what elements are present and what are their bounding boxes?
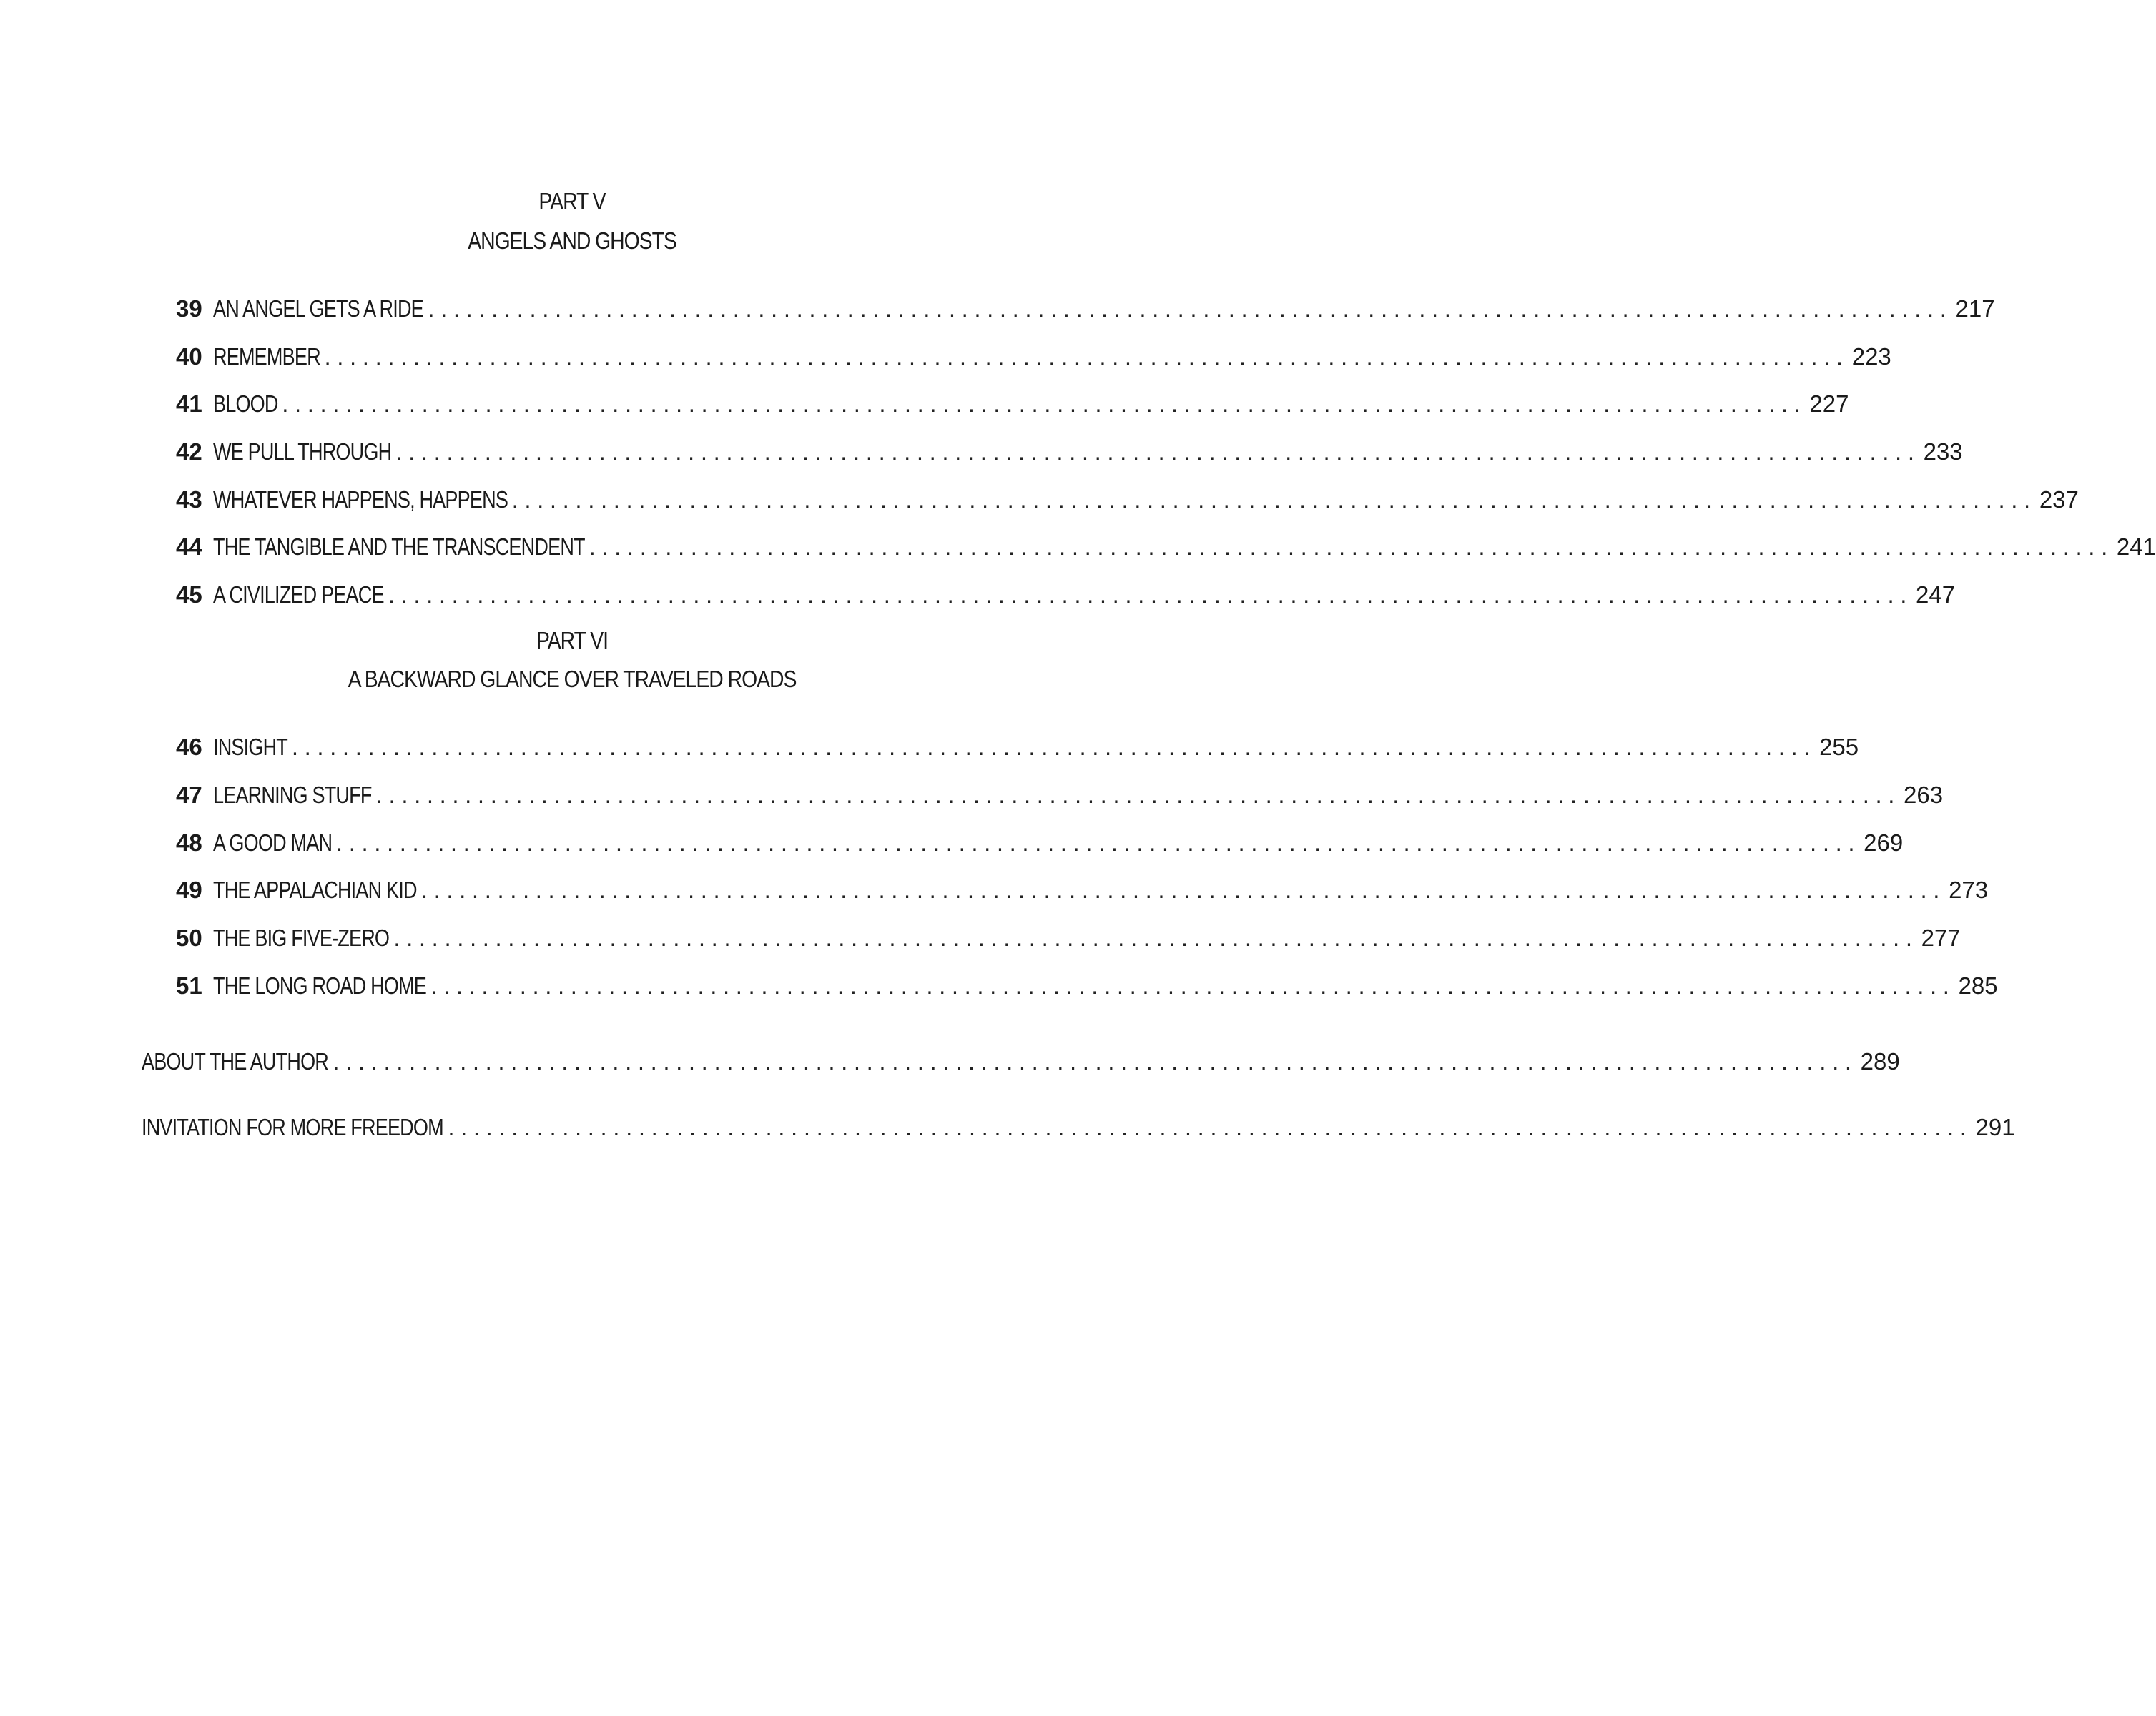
page-number: 241 xyxy=(2116,533,2156,560)
chapter-title: REMEMBER xyxy=(213,343,320,370)
toc-entry[interactable] xyxy=(176,730,1859,761)
chapter-title: THE APPALACHIAN KID xyxy=(213,877,417,903)
chapter-number: 43 xyxy=(176,486,202,513)
chapter-number: 44 xyxy=(176,533,202,560)
toc-entry[interactable] xyxy=(176,340,1891,371)
chapter-number: 50 xyxy=(176,924,202,951)
back-matter-title: ABOUT THE AUTHOR xyxy=(142,1048,329,1075)
dot-leader: ........................................................................................................................ xyxy=(291,734,1817,760)
toc-entry[interactable] xyxy=(176,530,2156,561)
part-label: PART VI xyxy=(536,627,609,654)
chapter-number: 42 xyxy=(176,438,202,465)
chapter-number: 49 xyxy=(176,877,202,903)
page-number: 247 xyxy=(1916,581,1956,608)
dot-leader: ........................................................................................................................ xyxy=(388,581,1914,608)
dot-leader: ........................................................................................................................ xyxy=(428,295,1953,322)
part-title: A BACKWARD GLANCE OVER TRAVELED ROADS xyxy=(348,666,797,692)
dot-leader: ........................................................................................................................ xyxy=(375,781,1901,808)
chapter-title: LEARNING STUFF xyxy=(213,781,372,808)
chapter-number: 48 xyxy=(176,829,202,856)
dot-leader: ........................................................................................................................ xyxy=(333,1048,1858,1075)
page-number: 237 xyxy=(2039,486,2079,513)
chapter-number: 39 xyxy=(176,295,202,322)
toc-entry[interactable] xyxy=(176,435,1963,466)
chapter-number: 46 xyxy=(176,734,202,760)
dot-leader: ........................................................................................................................ xyxy=(420,877,1946,903)
toc-entry-back-matter[interactable] xyxy=(142,1110,2015,1142)
page-number: 285 xyxy=(1958,972,1998,999)
toc-entry[interactable] xyxy=(176,921,1961,952)
toc-entry[interactable] xyxy=(176,292,1995,323)
chapter-title: INSIGHT xyxy=(213,734,288,760)
page-number: 227 xyxy=(1809,390,1849,417)
part-label: PART V xyxy=(538,188,606,214)
page-number: 291 xyxy=(1975,1114,2015,1140)
page-number: 217 xyxy=(1955,295,1995,322)
chapter-title: THE LONG ROAD HOME xyxy=(213,972,426,999)
dot-leader: ........................................................................................................................ xyxy=(589,533,2114,560)
toc-entry[interactable] xyxy=(176,578,1956,609)
back-matter-title: INVITATION FOR MORE FREEDOM xyxy=(142,1114,443,1140)
page-number: 277 xyxy=(1921,924,1961,951)
chapter-number: 41 xyxy=(176,390,202,417)
dot-leader: ........................................................................................................................ xyxy=(430,972,1956,999)
chapter-title: WHATEVER HAPPENS, HAPPENS xyxy=(213,486,508,513)
dot-leader: ........................................................................................................................ xyxy=(448,1114,1973,1140)
page-number: 289 xyxy=(1860,1048,1900,1075)
page-number: 269 xyxy=(1864,829,1904,856)
page-number: 263 xyxy=(1904,781,1944,808)
toc-entry[interactable] xyxy=(176,387,1849,418)
toc-entry-back-matter[interactable] xyxy=(142,1045,1900,1076)
toc-entry[interactable] xyxy=(176,778,1944,809)
chapter-number: 51 xyxy=(176,972,202,999)
chapter-title: THE TANGIBLE AND THE TRANSCENDENT xyxy=(213,533,585,560)
toc-entry[interactable] xyxy=(176,969,1998,1000)
page-number: 233 xyxy=(1923,438,1963,465)
dot-leader: ........................................................................................................................ xyxy=(511,486,2037,513)
chapter-title: WE PULL THROUGH xyxy=(213,438,392,465)
dot-leader: ........................................................................................................................ xyxy=(393,924,1919,951)
toc-entry[interactable] xyxy=(176,873,1989,904)
dot-leader: ........................................................................................................................ xyxy=(282,390,1807,417)
chapter-title: THE BIG FIVE-ZERO xyxy=(213,924,390,951)
chapter-title: BLOOD xyxy=(213,390,278,417)
chapter-title: A GOOD MAN xyxy=(213,829,333,856)
chapter-number: 40 xyxy=(176,343,202,370)
chapter-title: AN ANGEL GETS A RIDE xyxy=(213,295,423,322)
chapter-title: A CIVILIZED PEACE xyxy=(213,581,384,608)
toc-entry[interactable] xyxy=(176,483,2079,514)
chapter-number: 47 xyxy=(176,781,202,808)
dot-leader: ........................................................................................................................ xyxy=(324,343,1849,370)
page-number: 273 xyxy=(1949,877,1989,903)
page-number: 255 xyxy=(1819,734,1859,760)
dot-leader: ........................................................................................................................ xyxy=(395,438,1921,465)
part-title: ANGELS AND GHOSTS xyxy=(468,227,676,254)
page-number: 223 xyxy=(1851,343,1891,370)
dot-leader: ........................................................................................................................ xyxy=(335,829,1861,856)
chapter-number: 45 xyxy=(176,581,202,608)
toc-entry[interactable] xyxy=(176,826,1904,857)
